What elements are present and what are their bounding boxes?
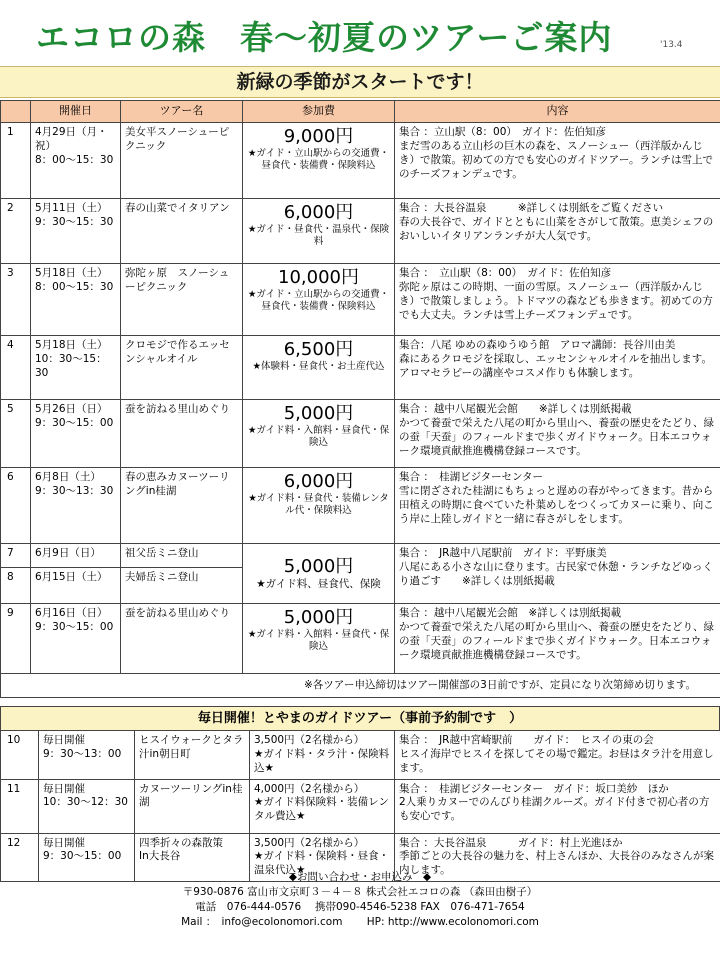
table-row (1, 400, 720, 468)
row-tour-name: 美女平スノーシューピクニック (121, 123, 243, 199)
row-description: 森にあるクロモジを採取し、エッセンシャルオイルを抽出します。アロマセラピーの講座やコスメ作りも体験します。 (399, 352, 712, 379)
row-desc-cell (395, 468, 720, 544)
row-fee-note: ★ガイド料・タラ汁・保険料込★ (254, 747, 390, 774)
row-time: 8：00～15：30 (35, 153, 114, 166)
row-tour-name: 春の恵みカヌーツーリングin桂湖 (121, 468, 243, 544)
contact-footer (0, 870, 720, 930)
row-desc-cell (395, 264, 720, 336)
row-fee-cell (243, 264, 395, 336)
row-date-cell (31, 468, 121, 544)
table-row (1, 544, 720, 568)
row-date: 毎日開催 (43, 836, 85, 849)
daily-tour-table (0, 730, 720, 882)
row-number: 6 (1, 468, 31, 544)
row-number: 4 (1, 336, 31, 400)
row-fee-note: ★ガイド料・入館料・昼食代・保険込 (247, 629, 390, 653)
row-date-cell (31, 400, 121, 468)
row-time: 9：30～15：00 (35, 620, 114, 633)
row-date-cell (31, 336, 121, 400)
row-tour-name: クロモジで作るエッセンシャルオイル (121, 336, 243, 400)
row-fee-note: ★体験料・昼食代・お土産代込 (252, 361, 385, 372)
title-band (0, 0, 720, 66)
row-fee: 10,000円 (278, 267, 359, 288)
col-header-name: ツアー名 (121, 101, 243, 123)
page-title: エコロの森 春～初夏のツアーご案内 (36, 18, 613, 57)
contact-web[interactable]: Mail ： info@ecolonomori.com HP: http://www.ecolonomori.com (181, 916, 539, 928)
row-fee-cell (243, 199, 395, 264)
col-header-desc: 内容 (395, 101, 720, 123)
deadline-note: ※各ツアー申込締切はツアー開催部の3日前ですが、定員になり次第締め切ります。 (1, 674, 720, 698)
subtitle-band (0, 66, 720, 98)
row-date-cell (39, 731, 135, 780)
row-fee: 6,000円 (283, 202, 354, 223)
row-description: 季節ごとの大長谷の魅力を、村上さんほか、大長谷のみなさんが案内します。 (399, 850, 714, 877)
table-row (1, 336, 720, 400)
row-tour-name: 蚕を訪ねる里山めぐり (121, 400, 243, 468)
row-date-cell (31, 123, 121, 199)
row-fee-cell (243, 604, 395, 674)
daily-tours-title: 毎日開催！とやまのガイドツアー（事前予約制です ） (197, 711, 523, 726)
row-tour-name: ヒスイウォークとタラ汁in朝日町 (135, 731, 250, 780)
row-number: 11 (1, 779, 39, 833)
row-fee-note: ★ガイド料・入館料・昼食代・保険込 (247, 425, 390, 449)
row-desc-cell (395, 604, 720, 674)
row-fee-cell (243, 123, 395, 199)
row-date: 6月16日（日） (35, 607, 108, 619)
row-fee-cell (243, 400, 395, 468)
row-fee-note: ★ガイド料保険料・装備レンタル費込★ (254, 796, 389, 823)
row-fee-cell (250, 731, 395, 780)
row-date-cell (31, 199, 121, 264)
row-desc-cell (395, 544, 720, 604)
row-fee: 9,000円 (283, 126, 354, 147)
row-description: ヒスイ海岸でヒスイを探してその場で鑑定。お昼はタラ汁を用意します。 (399, 747, 714, 774)
row-meeting: 集合 ： 桂湖ビジターセンター (399, 471, 544, 483)
row-time: 9：30～15：00 (43, 850, 122, 863)
table-row (1, 264, 720, 336)
row-fee: 3,500円（2名様から） (254, 836, 365, 849)
row-meeting: 集合 ：大長谷温泉 ※詳しくは別紙をご覧ください (399, 202, 664, 214)
contact-address: 〒930-0876 富山市文京町３－４－８ 株式会社エコロの森 （森田由樹子） (182, 886, 538, 898)
row-number: 2 (1, 199, 31, 264)
row-desc-cell (395, 199, 720, 264)
row-description: かつて養蚕で栄えた八尾の町から里山へ、養蚕の歴史をたどり、緑の蚕「天蚕」のフィールドまで歩くガイドウォーク。日本エコウォーク環境貢献推進機構登録コースです。 (399, 620, 714, 661)
row-fee-note: ★ガイド・立山駅からの交通費・昼食代・装備費・保険料込 (247, 148, 390, 172)
table-header-row (1, 101, 720, 123)
row-tour-name: 祖父岳ミニ登山 (121, 544, 243, 568)
row-fee-cell (250, 779, 395, 833)
row-fee: 5,000円 (283, 555, 354, 577)
row-fee-note: ★ガイド料・保険料・昼食・温泉代込★ (254, 850, 390, 877)
row-number: 9 (1, 604, 31, 674)
row-date: 5月11日（土） (35, 202, 108, 214)
table-row (1, 731, 720, 780)
row-fee-cell (243, 336, 395, 400)
row-date: 毎日開催 (43, 734, 85, 746)
row-fee-note: ★ガイド・立山駅からの交通費・昼食代・装備費・保険料込 (247, 289, 390, 313)
tour-table (0, 100, 720, 698)
row-fee-cell (243, 468, 395, 544)
row-fee: 6,000円 (283, 471, 354, 492)
table-row (1, 123, 720, 199)
table-row (1, 779, 720, 833)
row-time: 8：00～15：30 (35, 280, 114, 293)
row-meeting: 集合 ： JR越中八尾駅前 ガイド：平野康美 (399, 547, 607, 559)
row-fee-note: ★ガイド・昼食代・温泉代・保険料 (247, 224, 390, 248)
row-tour-name: 夫婦岳ミニ登山 (121, 568, 243, 604)
row-date: 6月15日（土） (31, 568, 121, 604)
row-tour-name: 春の山菜でイタリアン (121, 199, 243, 264)
row-desc-cell (395, 123, 720, 199)
row-date: 6月9日（日） (31, 544, 121, 568)
row-time: 9：30～15：30 (35, 215, 114, 228)
daily-tours-band (0, 706, 720, 731)
col-header-no (1, 101, 31, 123)
row-date-cell (31, 604, 121, 674)
row-meeting: 集合 ： JR越中宮崎駅前 ガイド： ヒスイの東の会 (399, 734, 654, 746)
row-number: 12 (1, 833, 39, 882)
row-time: 9：30～13：00 (43, 747, 122, 760)
row-fee-note: ★ガイド料・昼食代・装備レンタル代・保険料込 (248, 493, 389, 517)
row-tour-name: 蚕を訪ねる里山めぐり (121, 604, 243, 674)
row-time: 9：30～13：30 (35, 484, 114, 497)
row-tour-name: カヌーツーリングin桂湖 (135, 779, 250, 833)
row-desc-cell (395, 400, 720, 468)
row-meeting: 集合 ：越中八尾観光会館 ※詳しくは別紙掲載 (399, 607, 622, 619)
row-fee: 5,000円 (283, 403, 354, 424)
row-date: 5月18日（土） (35, 339, 108, 351)
row-tour-name: 四季折々の森散策 In大長谷 (135, 833, 250, 882)
row-number: 1 (1, 123, 31, 199)
col-header-date: 開催日 (31, 101, 121, 123)
row-description: 春の大長谷で、ガイドとともに山菜をさがして散策。恵美シェフのおいしいイタリアンランチが大人気です。 (399, 215, 714, 242)
row-date: 6月8日（土） (35, 471, 101, 483)
row-fee: 3,500円（2名様から） (254, 734, 365, 746)
row-time: 10：30～12：30 (43, 796, 128, 809)
row-fee: 5,000円 (283, 607, 354, 628)
row-meeting: 集合：八尾 ゆめの森ゆうゆう館 アロマ講師：長谷川由美 (399, 339, 676, 351)
row-description: まだ雪のある立山杉の巨木の森を、スノーシュー（西洋版かんじき）で散策。初めての方でも安心のガイドツアー。ランチは雪上でのチーズフォンデュです。 (399, 139, 713, 180)
row-meeting: 集合 ：立山駅（8：00） ガイド：佐伯知彦 (399, 126, 606, 138)
row-meeting: 集合 ： 立山駅（8：00） ガイド：佐伯知彦 (399, 267, 612, 279)
row-description: 弥陀ヶ原はこの時期、一面の雪原。スノーシュー（西洋版かんじき）で散策しましょう。トドマツの森なども歩きます。初めての方でも大丈夫。ランチは雪上チーズフォンデュです。 (399, 280, 713, 321)
issue-date: '13.4 (660, 40, 683, 50)
contact-heading: ◆お問い合わせ・お申込み ◆ (288, 871, 432, 883)
row-time: 9：30～15：00 (35, 416, 114, 429)
row-description: 雪に閉ざされた桂湖にもちょっと遅めの春がやってきます。昔から田植えの時期に食べていた朴葉めしをつくってカヌーに乗り、向こう岸に上陸しガイドと一緒に春さがしをします。 (399, 484, 714, 525)
row-meeting: 集合 ： 桂湖ビジターセンター ガイド：坂口美紗 ほか (399, 782, 669, 795)
table-row (1, 604, 720, 674)
subtitle: 新緑の季節がスタートです！ (236, 71, 484, 93)
row-fee-note: ★ガイド料、昼食代、保険 (256, 577, 381, 590)
row-desc-cell (395, 336, 720, 400)
row-date: 5月18日（土） (35, 267, 108, 279)
table-row (1, 199, 720, 264)
row-number: 5 (1, 400, 31, 468)
row-date: 毎日開催 (43, 782, 85, 795)
row-desc-cell (395, 731, 720, 780)
row-number: 7 (1, 544, 31, 568)
row-date: 4月29日（月・祝） (35, 126, 108, 152)
row-meeting: 集合 ：大長谷温泉 ガイド：村上光進ほか (399, 836, 623, 849)
table-row (1, 468, 720, 544)
row-date-cell (31, 264, 121, 336)
row-fee: 6,500円 (283, 339, 354, 360)
row-fee-cell (243, 544, 395, 604)
row-fee: 4,000円（2名様から） (254, 782, 365, 795)
row-date: 5月26日（日） (35, 403, 108, 415)
row-meeting: 集合 ：越中八尾観光会館 ※詳しくは別紙掲載 (399, 403, 632, 415)
row-description: かつて養蚕で栄えた八尾の町から里山へ、養蚕の歴史をたどり、緑の蚕「天蚕」のフィールドまで歩くガイドウォーク。日本エコウォーク環境貢献推進機構登録コースです。 (399, 416, 714, 457)
row-date-cell (39, 779, 135, 833)
row-desc-cell (395, 779, 720, 833)
row-tour-name: 弥陀ヶ原 スノーシューピクニック (121, 264, 243, 336)
row-number: 10 (1, 731, 39, 780)
row-description: 八尾にある小さな山に登ります。古民家で休憩・ランチなどゆっくり過ごす ※詳しくは別紙掲載 (399, 560, 714, 587)
col-header-fee: 参加費 (243, 101, 395, 123)
row-number: 8 (1, 568, 31, 604)
row-description: 2人乗りカヌーでのんびり桂湖クルーズ。ガイド付きで初心者の方も安心です。 (399, 796, 710, 823)
row-time: 10：30～15：30 (35, 352, 107, 379)
contact-phone: 電話 076-444-0576 携帯090-4546-5238 FAX 076-471-7654 (195, 901, 525, 913)
deadline-note-row (1, 674, 720, 698)
row-number: 3 (1, 264, 31, 336)
